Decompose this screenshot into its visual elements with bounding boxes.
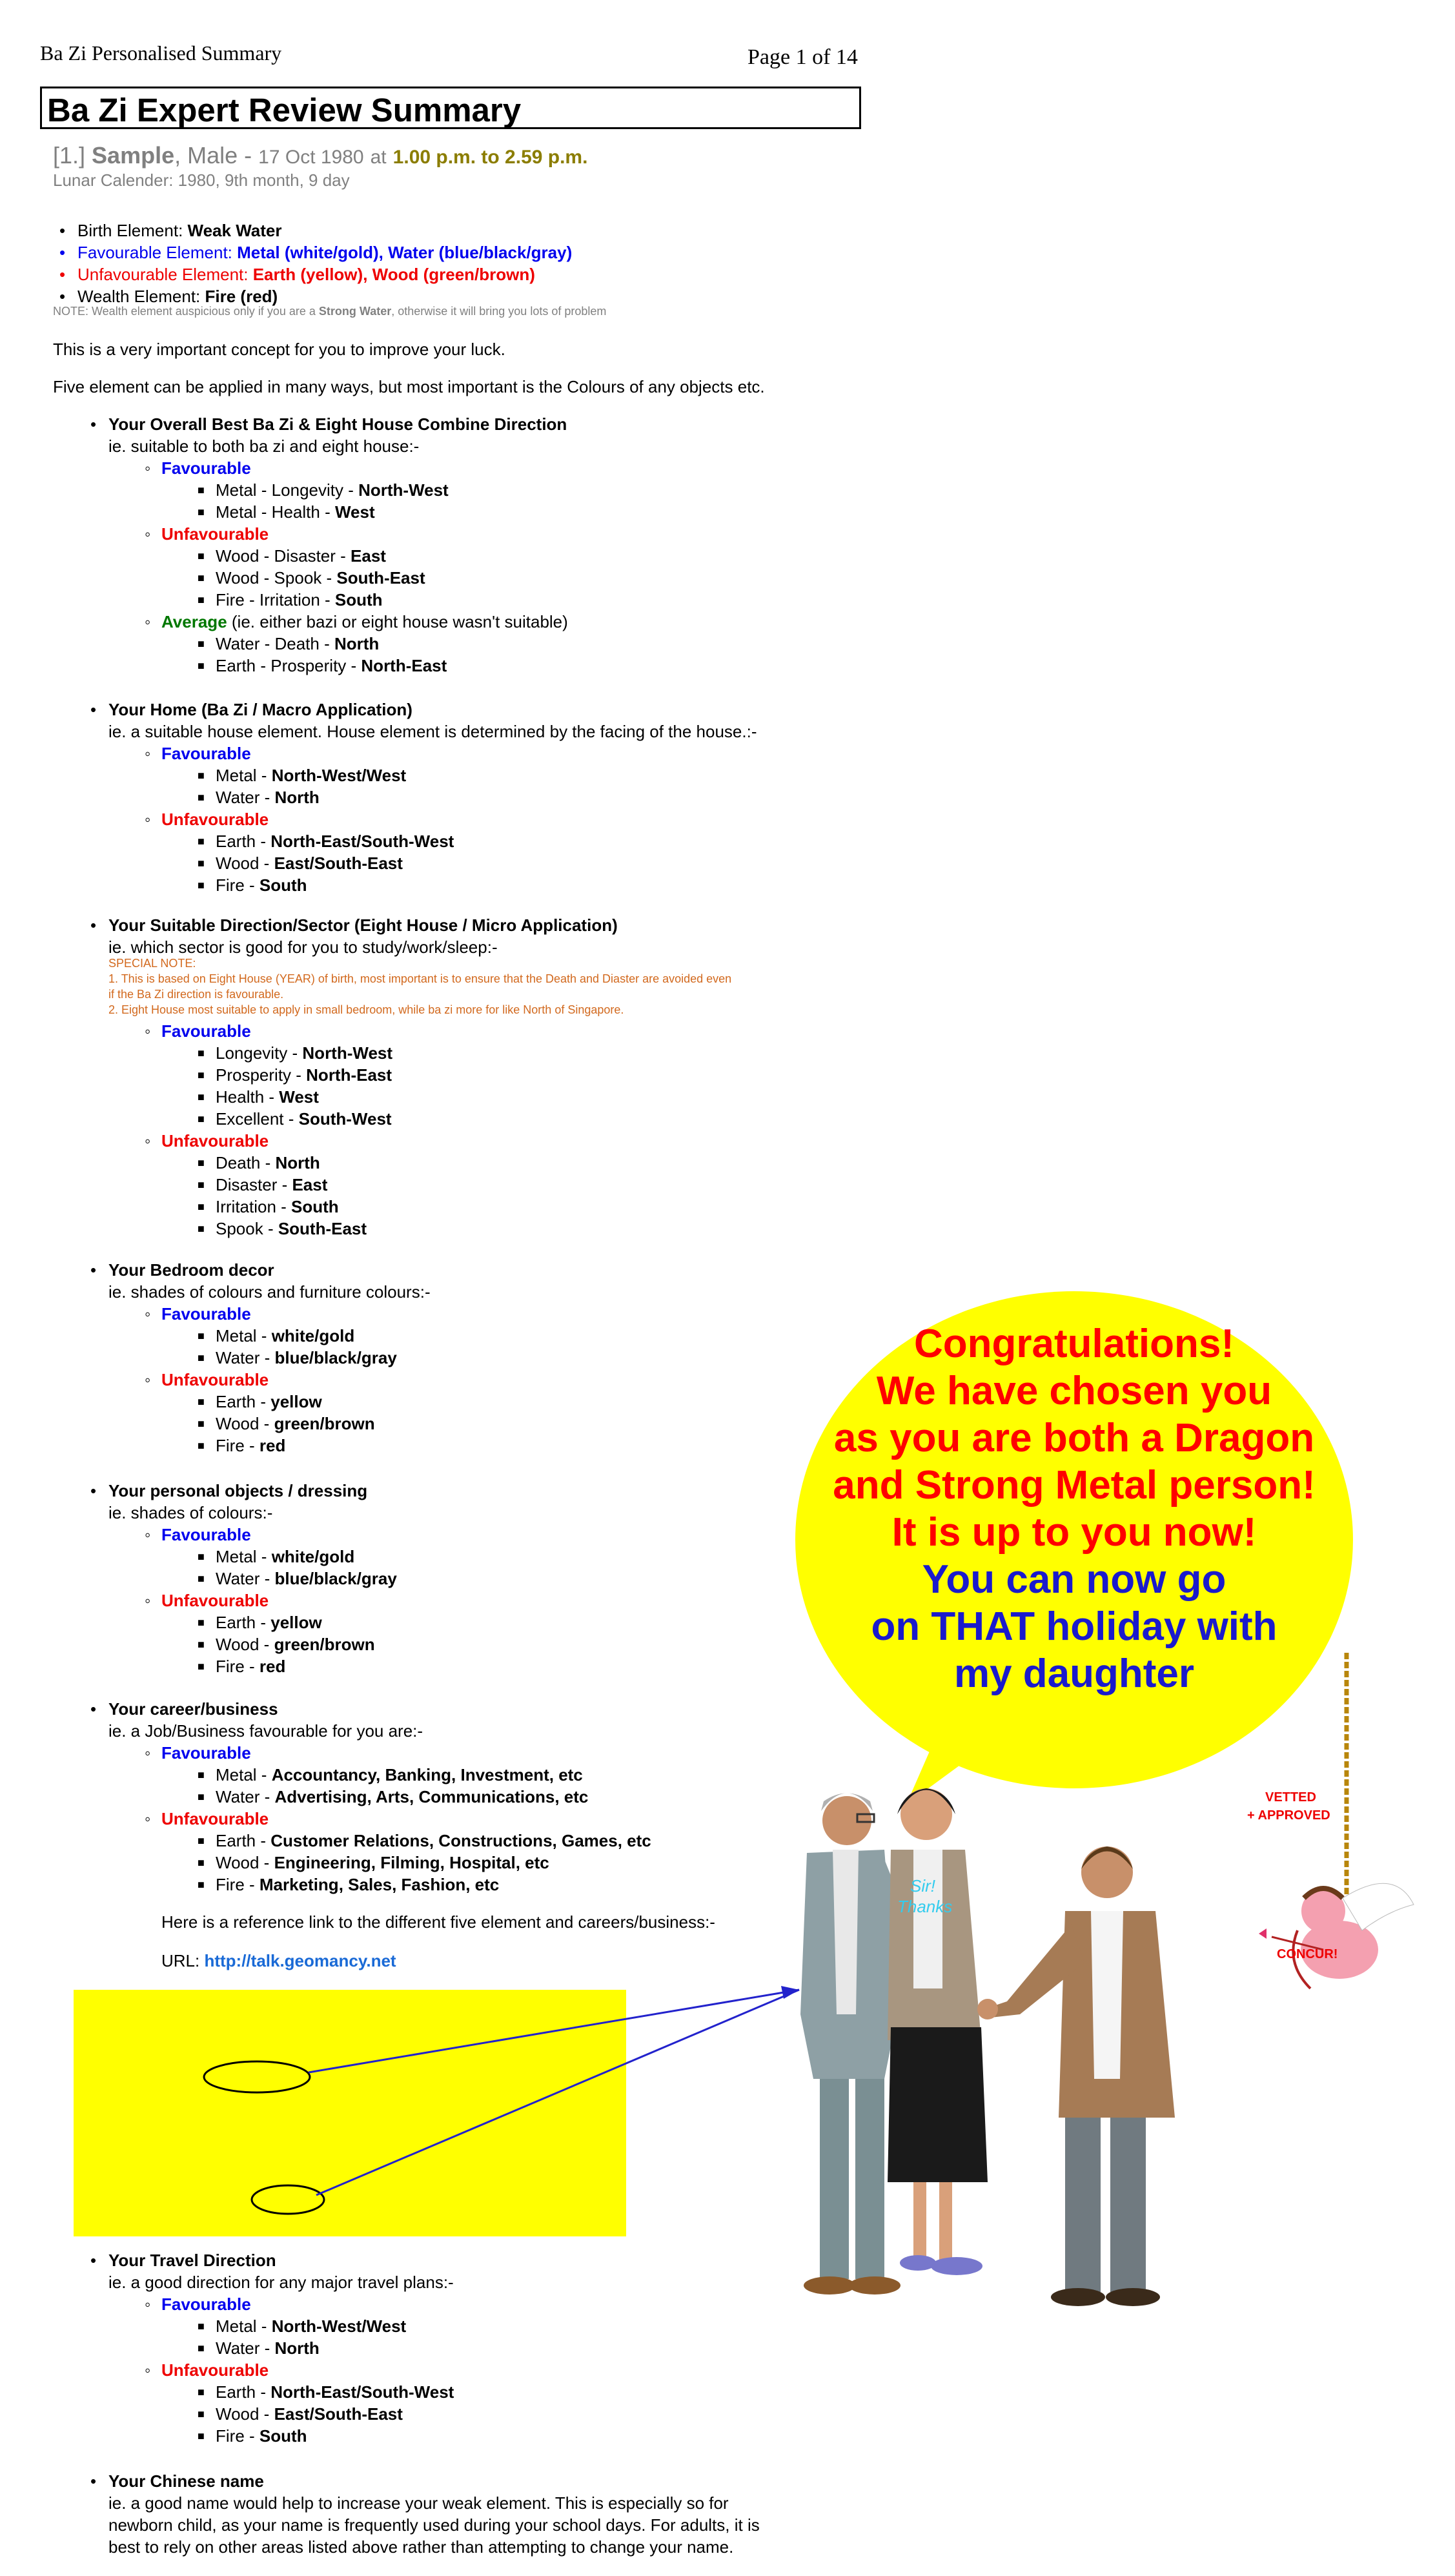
personal-unfav-item: ■ Wood - green/brown xyxy=(216,1633,375,1655)
page-title: Ba Zi Expert Review Summary xyxy=(47,92,522,128)
personal-fav-heading: ◦ Favourable xyxy=(161,1524,251,1546)
fav-label: Favourable Element: xyxy=(77,243,232,262)
home-title: • Your Home (Ba Zi / Macro Application) xyxy=(108,699,412,721)
overall-fav-item: ■ Metal - Longevity - North-West xyxy=(216,479,449,501)
career-fav-item: ■ Water - Advertising, Arts, Communications, etc xyxy=(216,1786,588,1808)
overall-avg-heading: ◦ Average (ie. either bazi or eight house wasn't suitable) xyxy=(161,611,568,633)
home-unfav-item: ■ Fire - South xyxy=(216,874,307,896)
sector-fav-item: ■ Prosperity - North-East xyxy=(216,1064,392,1086)
doc-header-title: Ba Zi Personalised Summary xyxy=(40,41,282,65)
overall-fav-heading: ◦ Favourable xyxy=(161,457,251,479)
bubble-red-line: as you are both a Dragon xyxy=(833,1416,1315,1460)
arrow-line-2 xyxy=(316,1990,799,2195)
subject-gender: , Male - xyxy=(174,142,252,169)
overall-fav-item: ■ Metal - Health - West xyxy=(216,501,375,523)
sir-text: Sir! xyxy=(910,1876,935,1896)
concur-text: CONCUR! xyxy=(1277,1947,1338,1961)
bedroom-unfav-heading: ◦ Unfavourable xyxy=(161,1369,269,1391)
overall-unfav-item: ■ Fire - Irritation - South xyxy=(216,589,383,611)
travel-unfav-item: ■ Wood - East/South-East xyxy=(216,2403,403,2425)
special-note-2: if the Ba Zi direction is favourable. xyxy=(108,988,284,1001)
arrow-line-1 xyxy=(309,1990,799,2072)
sector-unfav-item: ■ Disaster - East xyxy=(216,1174,327,1196)
home-desc: ie. a suitable house element. House element is determined by the facing of the house.:- xyxy=(108,722,757,741)
travel-unfav-item: ■ Earth - North-East/South-West xyxy=(216,2381,454,2403)
unfav-value: Earth (yellow), Wood (green/brown) xyxy=(252,265,535,284)
page-number: Page 1 of 14 xyxy=(748,45,858,69)
sector-unfav-item: ■ Death - North xyxy=(216,1152,320,1174)
intro-2: Five element can be applied in many ways, but most important is the Colours of any objects etc. xyxy=(53,377,765,396)
travel-unfav-heading: ◦ Unfavourable xyxy=(161,2359,269,2381)
sector-unfav-item: ■ Irritation - South xyxy=(216,1196,339,1218)
travel-desc: ie. a good direction for any major travel plans:- xyxy=(108,2273,454,2292)
bubble-red-line: Congratulations! xyxy=(914,1322,1234,1366)
intro-1: This is a very important concept for you to improve your luck. xyxy=(53,340,505,359)
sector-title: • Your Suitable Direction/Sector (Eight House / Micro Application) xyxy=(108,914,618,936)
personal-unfav-item: ■ Earth - yellow xyxy=(216,1611,322,1633)
unfav-label: Unfavourable Element: xyxy=(77,265,249,284)
dragon-circle xyxy=(252,2185,324,2214)
sector-unfav-item: ■ Spook - South-East xyxy=(216,1218,367,1240)
strong-metal-circle xyxy=(204,2061,310,2092)
note-a: NOTE: Wealth element auspicious only if you are a xyxy=(53,305,316,318)
bubble-red-line: We have chosen you xyxy=(876,1369,1272,1413)
birth-value: Weak Water xyxy=(187,221,282,240)
subject-name: Sample xyxy=(92,142,175,169)
vetted-text: VETTED xyxy=(1265,1790,1316,1804)
bubble-blue-line: You can now go xyxy=(922,1557,1226,1602)
career-unfav-item: ■ Earth - Customer Relations, Constructions, Games, etc xyxy=(216,1830,651,1852)
bedroom-title: • Your Bedroom decor xyxy=(108,1259,274,1281)
home-fav-heading: ◦ Favourable xyxy=(161,742,251,764)
sector-unfav-heading: ◦ Unfavourable xyxy=(161,1130,269,1152)
travel-unfav-item: ■ Fire - South xyxy=(216,2425,307,2447)
bedroom-fav-heading: ◦ Favourable xyxy=(161,1303,251,1325)
sector-fav-item: ■ Health - West xyxy=(216,1086,319,1108)
subject-at: at xyxy=(370,147,387,168)
home-fav-item: ■ Metal - North-West/West xyxy=(216,764,406,786)
overall-unfav-item: ■ Wood - Disaster - East xyxy=(216,545,386,567)
subject-date: 17 Oct 1980 xyxy=(258,147,364,168)
fav-value: Metal (white/gold), Water (blue/black/gray) xyxy=(237,243,573,262)
career-unfav-item: ■ Fire - Marketing, Sales, Fashion, etc xyxy=(216,1874,499,1896)
travel-title: • Your Travel Direction xyxy=(108,2249,276,2271)
career-fav-item: ■ Metal - Accountancy, Banking, Investment, etc xyxy=(216,1764,583,1786)
personal-fav-item: ■ Water - blue/black/gray xyxy=(216,1568,397,1590)
overall-desc: ie. suitable to both ba zi and eight house:- xyxy=(108,436,420,456)
career-title: • Your career/business xyxy=(108,1698,278,1720)
home-unfav-item: ■ Earth - North-East/South-West xyxy=(216,830,454,852)
travel-fav-item: ■ Metal - North-West/West xyxy=(216,2315,406,2337)
thanks-text: Thanks xyxy=(897,1897,953,1916)
bedroom-unfav-item: ■ Fire - red xyxy=(216,1435,285,1457)
special-note-1: 1. This is based on Eight House (YEAR) of birth, most important is to ensure that the Death and Diaster are avoided even xyxy=(108,972,732,985)
arrow-head xyxy=(781,1986,799,1999)
home-unfav-item: ■ Wood - East/South-East xyxy=(216,852,403,874)
career-fav-heading: ◦ Favourable xyxy=(161,1742,251,1764)
personal-unfav-heading: ◦ Unfavourable xyxy=(161,1590,269,1611)
overall-avg-item: ■ Water - Death - North xyxy=(216,633,379,655)
career-unfav-heading: ◦ Unfavourable xyxy=(161,1808,269,1830)
subject-time: 1.00 p.m. to 2.59 p.m. xyxy=(392,147,588,168)
personal-title: • Your personal objects / dressing xyxy=(108,1480,367,1502)
sector-desc: ie. which sector is good for you to study/work/sleep:- xyxy=(108,937,498,957)
subject-index: [1.] xyxy=(53,142,86,169)
geomancy-link[interactable]: http://talk.geomancy.net xyxy=(204,1951,396,1970)
sector-fav-item: ■ Excellent - South-West xyxy=(216,1108,392,1130)
overall-unfav-heading: ◦ Unfavourable xyxy=(161,523,269,545)
travel-fav-item: ■ Water - North xyxy=(216,2337,320,2359)
career-unfav-item: ■ Wood - Engineering, Filming, Hospital, etc xyxy=(216,1852,549,1874)
bedroom-fav-item: ■ Metal - white/gold xyxy=(216,1325,354,1347)
special-note-0: SPECIAL NOTE: xyxy=(108,957,196,970)
bubble-blue-line: my daughter xyxy=(953,1651,1195,1696)
wealth-label: Wealth Element: xyxy=(77,287,201,306)
overall-title: • Your Overall Best Ba Zi & Eight House Combine Direction xyxy=(108,413,567,435)
overall-avg-item: ■ Earth - Prosperity - North-East xyxy=(216,655,447,677)
personal-fav-item: ■ Metal - white/gold xyxy=(216,1546,354,1568)
bedroom-fav-item: ■ Water - blue/black/gray xyxy=(216,1347,397,1369)
birth-label: Birth Element: xyxy=(77,221,183,240)
name-line-1: newborn child, as your name is frequently used during your school days. For adults, it is xyxy=(108,2515,760,2535)
approved-text: + APPROVED xyxy=(1247,1808,1330,1823)
career-reference: Here is a reference link to the different five element and careers/business:- xyxy=(161,1912,715,1932)
overall-unfav-item: ■ Wood - Spook - South-East xyxy=(216,567,425,589)
name-line-0: ie. a good name would help to increase your weak element. This is especially so for xyxy=(108,2493,729,2513)
bedroom-unfav-item: ■ Wood - green/brown xyxy=(216,1413,375,1435)
sector-fav-heading: ◦ Favourable xyxy=(161,1020,251,1042)
career-desc: ie. a Job/Business favourable for you are:- xyxy=(108,1721,423,1741)
personal-unfav-item: ■ Fire - red xyxy=(216,1655,285,1677)
lunar-date: Lunar Calender: 1980, 9th month, 9 day xyxy=(53,170,350,190)
bedroom-desc: ie. shades of colours and furniture colours:- xyxy=(108,1282,431,1302)
name-line-2: best to rely on other areas listed above rather than attempting to change your name. xyxy=(108,2537,734,2557)
career-url: URL: http://talk.geomancy.net xyxy=(161,1951,396,1970)
bubble-blue-line: on THAT holiday with xyxy=(871,1604,1277,1649)
wealth-value: Fire (red) xyxy=(205,287,278,306)
name-title: • Your Chinese name xyxy=(108,2470,264,2492)
travel-fav-heading: ◦ Favourable xyxy=(161,2293,251,2315)
note-b: Strong Water xyxy=(318,305,392,318)
bubble-red-line: and Strong Metal person! xyxy=(833,1463,1316,1508)
personal-desc: ie. shades of colours:- xyxy=(108,1503,273,1522)
bubble-red-line: It is up to you now! xyxy=(891,1510,1257,1555)
home-fav-item: ■ Water - North xyxy=(216,786,320,808)
special-note-3: 2. Eight House most suitable to apply in small bedroom, while ba zi more for like North of Singapore. xyxy=(108,1003,624,1016)
home-unfav-heading: ◦ Unfavourable xyxy=(161,808,269,830)
bedroom-unfav-item: ■ Earth - yellow xyxy=(216,1391,322,1413)
note-c: , otherwise it will bring you lots of problem xyxy=(391,305,607,318)
sector-fav-item: ■ Longevity - North-West xyxy=(216,1042,392,1064)
